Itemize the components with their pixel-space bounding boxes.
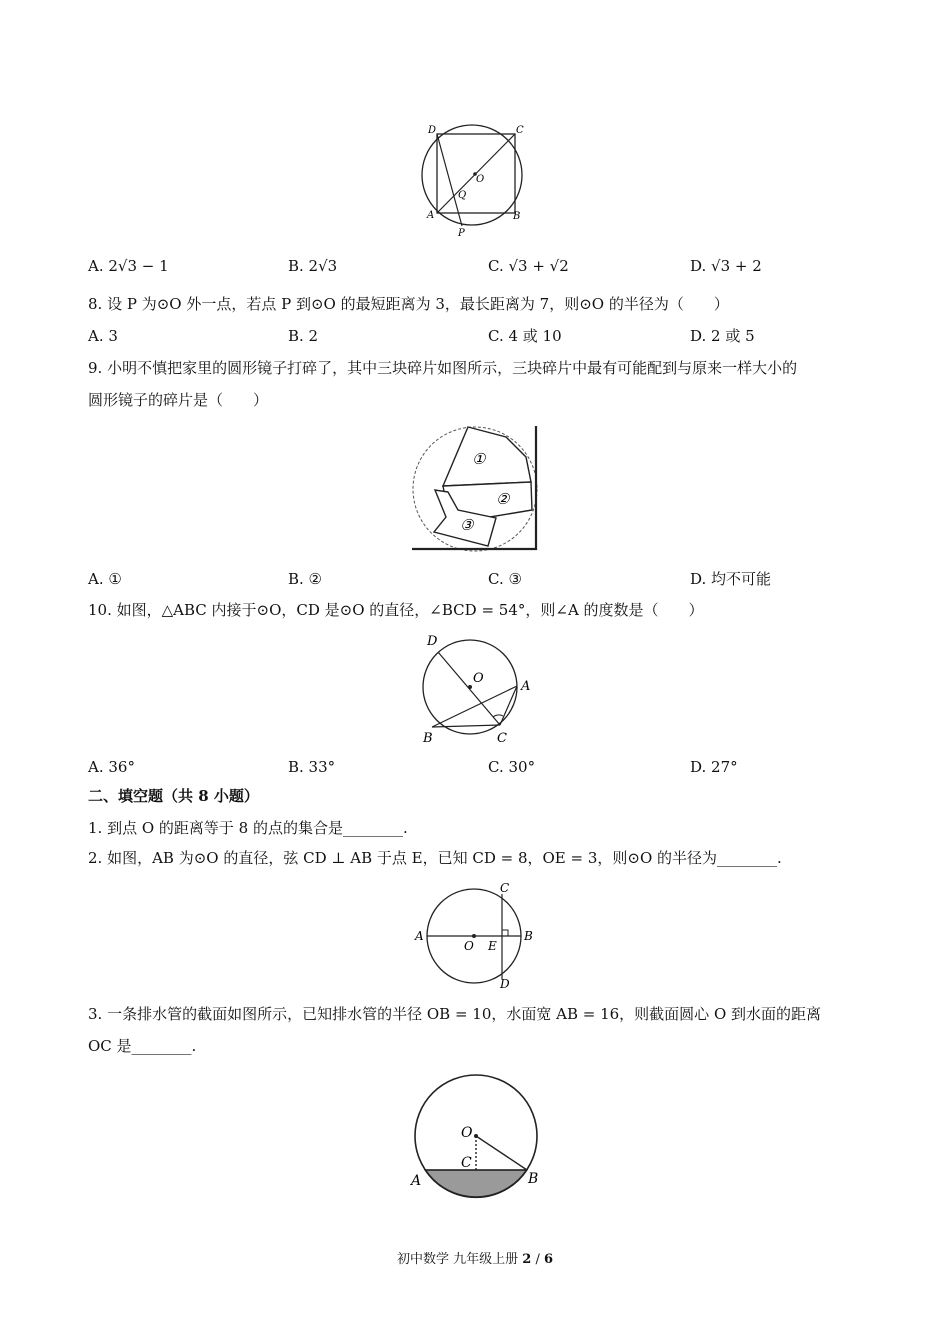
footer-title: 初中数学 九年级上册 bbox=[396, 1252, 519, 1267]
section2-title: 二、填空题（共 8 小题） bbox=[88, 787, 259, 805]
fill-q2-label-B: B bbox=[524, 929, 533, 943]
q7-label-D: D bbox=[428, 125, 437, 136]
q10-label-C: C bbox=[497, 731, 507, 745]
fill-q2-label-C: C bbox=[500, 881, 510, 895]
fill-q3-label-B: B bbox=[528, 1171, 539, 1187]
fill-q2-text: 2. 如图，AB 为⊙O 的直径，弦 CD ⊥ AB 于点 E，已知 CD = 8，OE = 3，则⊙O 的半径为________. bbox=[88, 849, 782, 867]
q7-figure bbox=[415, 120, 525, 240]
q7-option-c: C. √3 + √2 bbox=[488, 257, 569, 275]
q9-option-b: B. ② bbox=[288, 570, 323, 588]
q7-label-Q: Q bbox=[458, 190, 467, 201]
fill-q3-label-O: O bbox=[461, 1125, 473, 1141]
page-footer bbox=[0, 1248, 950, 1267]
footer-page-number: 2 bbox=[522, 1252, 532, 1267]
q8-option-b: B. 2 bbox=[288, 327, 319, 345]
fill-q1-text: 1. 到点 O 的距离等于 8 的点的集合是________. bbox=[88, 819, 408, 837]
q9-text-line2: 圆形镜子的碎片是（ ） bbox=[88, 391, 269, 409]
q10-label-B: B bbox=[423, 731, 433, 745]
q7-label-B: B bbox=[513, 211, 521, 222]
q10-label-A: A bbox=[521, 679, 531, 694]
q9-label-2: ② bbox=[496, 490, 510, 508]
q9-label-3: ③ bbox=[460, 516, 474, 534]
fill-q2-label-A: A bbox=[415, 929, 424, 943]
fill-q3-label-A: A bbox=[411, 1173, 422, 1189]
q8-text: 8. 设 P 为⊙O 外一点，若点 P 到⊙O 的最短距离为 3，最长距离为 7，则⊙O 的半径为（ ） bbox=[88, 295, 729, 313]
q9-label-1: ① bbox=[472, 450, 486, 468]
q10-figure bbox=[415, 630, 540, 745]
q8-option-a: A. 3 bbox=[88, 327, 118, 345]
q10-label-D: D bbox=[427, 634, 438, 649]
q10-option-b: B. 33° bbox=[288, 758, 336, 776]
q9-option-d: D. 均不可能 bbox=[690, 570, 772, 588]
fill-q3-figure bbox=[405, 1073, 545, 1203]
q10-option-c: C. 30° bbox=[488, 758, 536, 776]
q8-option-d: D. 2 或 5 bbox=[690, 327, 755, 345]
q10-option-a: A. 36° bbox=[88, 758, 135, 776]
fill-q3-text-line1: 3. 一条排水管的截面如图所示，已知排水管的半径 OB = 10，水面宽 AB = 16，则截面圆心 O 到水面的距离 bbox=[88, 1005, 822, 1023]
q7-option-d: D. √3 + 2 bbox=[690, 257, 762, 275]
q7-option-a: A. 2√3 − 1 bbox=[88, 257, 169, 275]
q7-label-A: A bbox=[427, 210, 435, 221]
q10-option-d: D. 27° bbox=[690, 758, 738, 776]
q9-text-line1: 9. 小明不慎把家里的圆形镜子打碎了，其中三块碎片如图所示，三块碎片中最有可能配到与原来一样大小的 bbox=[88, 359, 798, 377]
q9-option-c: C. ③ bbox=[488, 570, 522, 588]
fill-q2-label-D: D bbox=[500, 977, 510, 991]
fill-q3-text-line2: OC 是________. bbox=[88, 1037, 197, 1055]
q7-label-O: O bbox=[476, 174, 485, 185]
q7-label-C: C bbox=[516, 125, 524, 136]
footer-total-pages: 6 bbox=[543, 1252, 554, 1267]
fill-q2-label-O: O bbox=[464, 939, 474, 953]
fill-q2-figure bbox=[412, 880, 542, 992]
fill-q3-label-C: C bbox=[461, 1155, 472, 1171]
fill-q2-label-E: E bbox=[488, 939, 497, 953]
q7-label-P: P bbox=[458, 228, 465, 239]
q9-option-a: A. ① bbox=[88, 570, 122, 588]
q9-figure bbox=[408, 422, 543, 554]
q10-label-O: O bbox=[473, 671, 484, 686]
q7-option-b: B. 2√3 bbox=[288, 257, 338, 275]
q8-option-c: C. 4 或 10 bbox=[488, 327, 562, 345]
footer-separator: / bbox=[535, 1252, 540, 1267]
q10-text: 10. 如图，△ABC 内接于⊙O，CD 是⊙O 的直径，∠BCD = 54°，则∠A 的度数是（ ） bbox=[88, 601, 704, 619]
